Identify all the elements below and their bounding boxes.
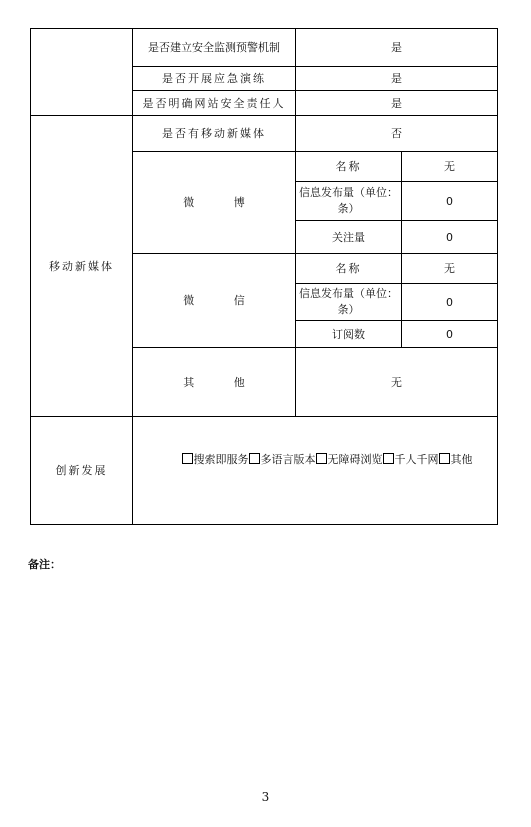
option-other[interactable]: 其他 bbox=[439, 453, 473, 466]
checkbox-icon[interactable] bbox=[316, 453, 327, 464]
innovation-label: 创新发展 bbox=[31, 417, 133, 525]
has-mobile-label: 是否有移动新媒体 bbox=[133, 116, 296, 152]
note-label: 备注： bbox=[28, 558, 61, 571]
checkbox-icon[interactable] bbox=[249, 453, 260, 464]
weibo-follow-label: 关注量 bbox=[296, 221, 402, 254]
wechat-label: 微 信 bbox=[133, 254, 296, 348]
checkbox-icon[interactable] bbox=[182, 453, 193, 464]
other-label: 其 他 bbox=[133, 348, 296, 417]
page-number: 3 bbox=[261, 790, 270, 804]
option-accessible-browsing[interactable]: 无障碍浏览 bbox=[316, 453, 383, 466]
weibo-label: 微 博 bbox=[133, 152, 296, 254]
top-section-cell bbox=[31, 29, 133, 116]
checkbox-icon[interactable] bbox=[383, 453, 394, 464]
weibo-posts-label: 信息发布量（单位：条） bbox=[296, 182, 402, 221]
wechat-posts-value: 0 bbox=[402, 284, 498, 321]
drill-label: 是否开展应急演练 bbox=[133, 67, 296, 91]
other-value: 无 bbox=[296, 348, 498, 417]
drill-value: 是 bbox=[296, 67, 498, 91]
monitoring-value: 是 bbox=[296, 29, 498, 67]
checkbox-icon[interactable] bbox=[439, 453, 450, 464]
wechat-posts-label: 信息发布量（单位：条） bbox=[296, 284, 402, 321]
option-multilanguage[interactable]: 多语言版本 bbox=[249, 453, 316, 466]
wechat-name-value: 无 bbox=[402, 254, 498, 284]
weibo-posts-value: 0 bbox=[402, 182, 498, 221]
weibo-follow-value: 0 bbox=[402, 221, 498, 254]
wechat-subs-value: 0 bbox=[402, 321, 498, 348]
wechat-name-label: 名称 bbox=[296, 254, 402, 284]
monitoring-label: 是否建立安全监测预警机制 bbox=[133, 29, 296, 67]
wechat-subs-label: 订阅数 bbox=[296, 321, 402, 348]
responsibility-value: 是 bbox=[296, 91, 498, 116]
weibo-name-label: 名称 bbox=[296, 152, 402, 182]
weibo-name-value: 无 bbox=[402, 152, 498, 182]
option-search-service[interactable]: 搜索即服务 bbox=[182, 453, 249, 466]
responsibility-label: 是否明确网站安全责任人 bbox=[133, 91, 296, 116]
option-personalized-web[interactable]: 千人千网 bbox=[383, 453, 439, 466]
report-table bbox=[30, 28, 498, 525]
innovation-options bbox=[133, 417, 498, 525]
has-mobile-value: 否 bbox=[296, 116, 498, 152]
mobile-section-label: 移动新媒体 bbox=[31, 116, 133, 417]
